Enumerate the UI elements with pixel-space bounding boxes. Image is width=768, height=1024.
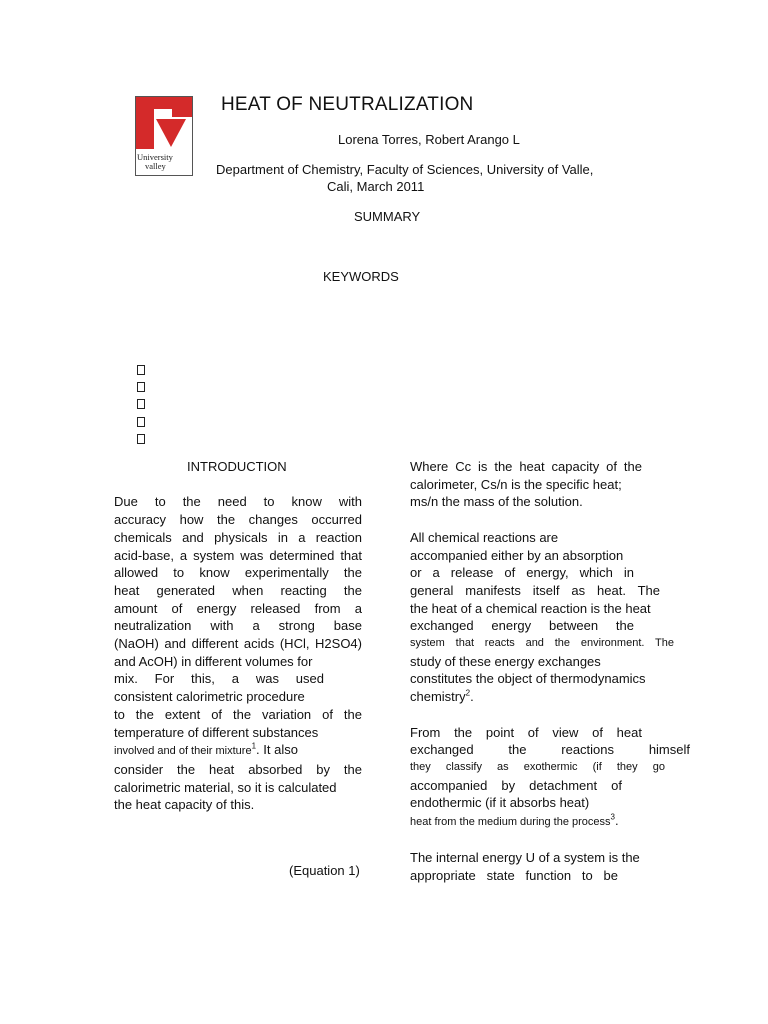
- logo-red-block-right: [172, 97, 192, 117]
- university-logo: [135, 96, 193, 176]
- missing-glyph-icon: [136, 395, 146, 412]
- summary-heading: SUMMARY: [354, 209, 421, 224]
- paragraph-text-small: heat from the medium during the process: [410, 816, 611, 829]
- paragraph-line-process: [410, 812, 690, 832]
- paragraph-line: ms/n the mass of the solution.: [410, 494, 583, 510]
- missing-glyph-icon: [136, 430, 146, 447]
- footnote-ref: 3: [610, 812, 615, 822]
- paragraph-line: accuracy how the changes occurred: [114, 512, 362, 528]
- paragraph-line: accompanied either by an absorption: [410, 547, 624, 563]
- paragraph-line-chemistry: [410, 688, 690, 706]
- department: Department of Chemistry, Faculty of Sciences, University of Valle,: [216, 162, 594, 177]
- keyword-bullet-list: [136, 361, 146, 447]
- paragraph-line: From the point of view of heat: [410, 724, 642, 740]
- paragraph-line: allowed to know experimentally the: [114, 565, 362, 581]
- paragraph-line: or a release of energy, which in: [410, 565, 634, 581]
- paragraph-line: consistent calorimetric procedure: [114, 689, 305, 705]
- left-column: [114, 458, 362, 814]
- paragraph-line: chemicals and physicals in a reaction: [114, 529, 362, 545]
- paragraph-line: acid-base, a system was determined that: [114, 547, 362, 563]
- paragraph-line: Due to the need to know with: [114, 494, 362, 510]
- paragraph-line: mix. For this, a was used: [114, 671, 324, 687]
- missing-glyph-icon: [136, 413, 146, 430]
- paragraph-line: and AcOH) in different volumes for: [114, 653, 313, 669]
- logo-text: [137, 153, 191, 171]
- paragraph-line: appropriate state function to be: [410, 868, 618, 884]
- paragraph-line: exchanged the reactions himself: [410, 742, 690, 758]
- paragraph-line: the heat capacity of this.: [114, 797, 255, 813]
- paragraph-line: amount of energy released from a: [114, 600, 362, 616]
- paragraph-line: they classify as exothermic (if they go: [410, 760, 665, 773]
- paragraph-line: calorimeter, Cs/n is the specific heat;: [410, 476, 622, 492]
- introduction-heading: INTRODUCTION: [187, 459, 287, 474]
- paragraph-line: accompanied by detachment of: [410, 777, 622, 793]
- paragraph-text: . It also: [256, 742, 298, 758]
- missing-glyph-icon: [136, 378, 146, 395]
- paragraph-text: .: [470, 689, 474, 705]
- paragraph-line: study of these energy exchanges: [410, 653, 601, 669]
- paragraph-line: the heat of a chemical reaction is the heat: [410, 600, 651, 616]
- right-column: [410, 458, 690, 885]
- paragraph-line: All chemical reactions are: [410, 529, 559, 545]
- keywords-heading: KEYWORDS: [323, 269, 399, 284]
- logo-triangle: [156, 119, 186, 147]
- paragraph-line: Where Cc is the heat capacity of the: [410, 459, 642, 474]
- authors: Lorena Torres, Robert Arango L: [338, 132, 520, 147]
- logo-text-line1: University: [137, 152, 173, 162]
- missing-glyph-icon: [136, 361, 146, 378]
- logo-red-block-left: [136, 97, 154, 149]
- paragraph-line: (NaOH) and different acids (HCl, H2SO4): [114, 636, 362, 652]
- paragraph-line: consider the heat absorbed by the: [114, 761, 362, 777]
- paragraph-line: temperature of different substances: [114, 724, 319, 740]
- paragraph-line: endothermic (if it absorbs heat): [410, 795, 590, 811]
- paragraph-line: neutralization with a strong base: [114, 618, 362, 634]
- paragraph-text: .: [615, 813, 619, 829]
- paragraph-line: to the extent of the variation of the: [114, 706, 362, 722]
- paragraph-line: exchanged energy between the: [410, 618, 634, 634]
- document-title: HEAT OF NEUTRALIZATION: [221, 94, 474, 115]
- logo-text-line2: valley: [145, 161, 166, 171]
- paragraph-text: chemistry: [410, 689, 466, 705]
- equation-label: (Equation 1): [289, 863, 360, 878]
- paragraph-text-small: involved and of their mixture: [114, 745, 252, 758]
- city-date: Cali, March 2011: [327, 179, 425, 194]
- paragraph-line: calorimetric material, so it is calculated: [114, 779, 337, 795]
- paragraph-line: system that reacts and the environment. The: [410, 637, 674, 650]
- paragraph-line: constitutes the object of thermodynamics: [410, 671, 646, 687]
- paragraph-line: general manifests itself as heat. The: [410, 582, 660, 598]
- footnote-ref: 2: [465, 688, 471, 698]
- paragraph-line: The internal energy U of a system is the: [410, 850, 640, 866]
- paragraph-line: heat generated when reacting the: [114, 582, 362, 598]
- paragraph-line-mixture: [114, 741, 362, 761]
- footnote-ref: 1: [251, 741, 257, 751]
